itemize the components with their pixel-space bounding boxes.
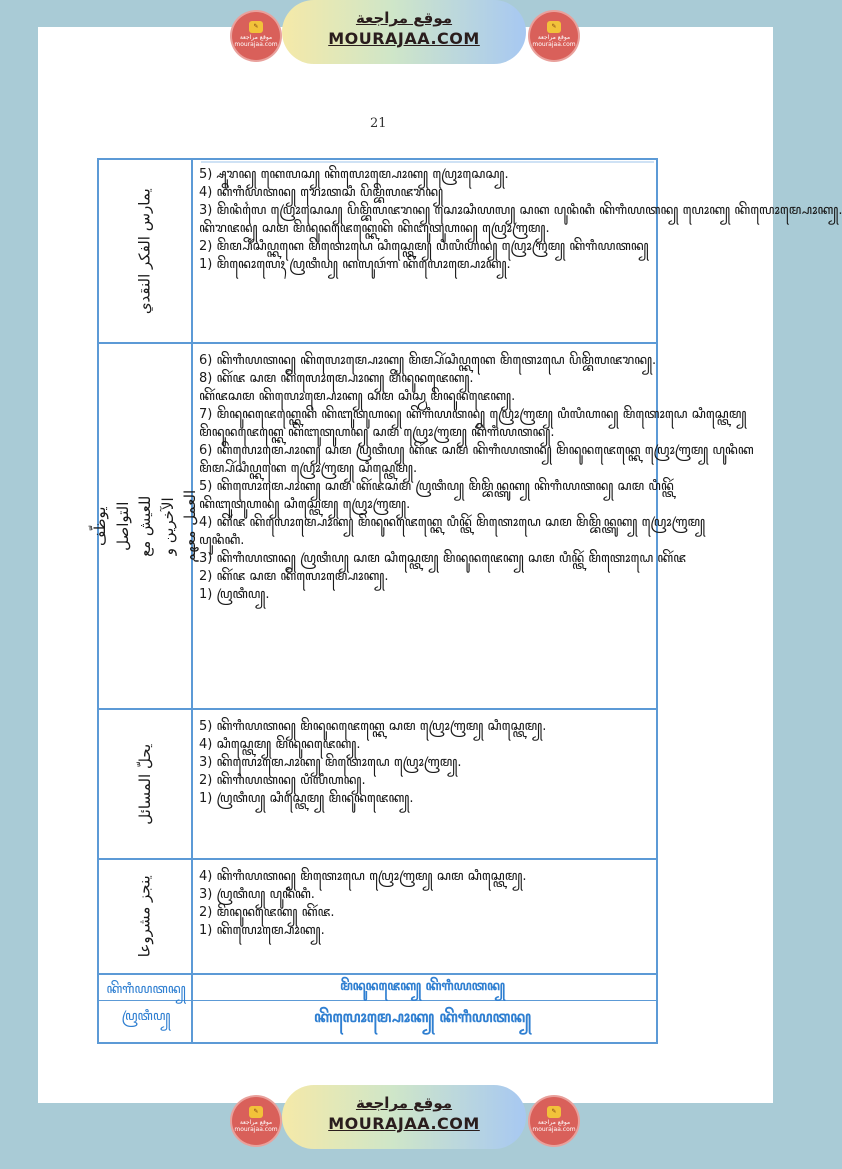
list-item: 2) ꦩꦼꦤꦸꦤꦗꦺꦏ꧀ ꦏꦼꦂꦗ. — [199, 905, 335, 920]
section-items — [199, 352, 754, 604]
section-label-text: يحلّ المسائل — [135, 743, 154, 825]
list-item: 1) ꦥꦿꦠꦶꦥ꧀. — [199, 587, 270, 602]
site-logo-left-top[interactable] — [232, 12, 280, 60]
footer-center-1: ꦩꦼꦤꦸꦤꦗꦺꦏ꧀ ꦏꦼꦒꦶꦪꦠꦤ꧀ — [340, 979, 505, 994]
site-banner-bottom[interactable] — [282, 1085, 526, 1149]
list-item: ꦩꦼꦩ꧀ꦥꦼꦂꦱꦶꦥ꧀ꦏꦏꦺ ꦥꦿꦺꦴꦒꦿꦩ꧀ ꦱꦶꦱ꧀ꦠꦺꦩ꧀. — [199, 461, 418, 476]
list-item: 2) ꦏꦼꦂꦗ ꦱꦩ ꦏꦼꦭꦺꦴꦩ꧀ꦥꦺꦴꦏ꧀. — [199, 569, 389, 584]
list-item: 4) ꦱꦶꦱ꧀ꦠꦺꦩ꧀ ꦩꦼꦤꦸꦤꦗꦺꦏ꧀. — [199, 737, 361, 752]
row-divider — [99, 973, 656, 975]
list-item: 5) ꦏꦼꦭꦺꦴꦩ꧀ꦥꦺꦴꦏ꧀ ꦱꦩ ꦏꦼꦂꦗꦱꦩ ꦥꦿꦠꦶꦥ꧀ ꦩꦼꦩ꧀ꦧꦼꦤ꧀ꦠꦸꦏ꧀ ꦏꦼꦒꦶꦪꦠꦤ꧀ ꦱꦩ ꦥꦶꦤ꧀ꦠꦼꦂ — [199, 479, 674, 494]
section-label-text: ينجز مشروعا — [135, 875, 154, 958]
list-item: 4) ꦏꦼꦂꦗ ꦏꦼꦭꦺꦴꦩ꧀ꦥꦺꦴꦏ꧀ ꦩꦼꦤꦸꦤꦗꦺꦏ꧀ꦏꦺ ꦥꦶꦤ꧀ꦠꦼꦂ ꦩꦼꦠꦺꦴꦝꦺ ꦱꦩ ꦩꦼꦩ꧀ꦧꦼꦤ꧀ꦠꦸꦏ꧀ ꦥꦿꦺꦴꦒꦿꦩ꧀ — [199, 515, 706, 530]
logo-text: موقع مراجعة mourajaa.com — [234, 1119, 278, 1133]
column-divider — [191, 160, 193, 1042]
list-item: 3) ꦥꦿꦠꦶꦥ꧀ ꦥꦸꦤꦶꦏꦶ. — [199, 887, 315, 902]
list-item: 8) ꦏꦼꦂꦗ ꦱꦩ ꦏꦼꦭꦺꦴꦩ꧀ꦥꦺꦴꦏ꧀ ꦩꦼꦤꦸꦤꦗꦺꦏ꧀. — [199, 371, 474, 386]
logo-mark-icon: ✎ — [547, 21, 561, 33]
logo-text: موقع مراجعة mourajaa.com — [234, 34, 278, 48]
list-item: 6) ꦏꦼꦭꦺꦴꦩ꧀ꦥꦺꦴꦏ꧀ ꦱꦩ ꦥꦿꦠꦶꦥ꧀ ꦏꦼꦂꦗ ꦱꦩ ꦏꦼꦒꦶꦪꦠꦤ꧀ ꦩꦼꦤꦸꦤꦗꦺꦏ꧀ꦏꦺ ꦥꦿꦺꦴꦒꦿꦩ꧀ ꦥꦸꦤꦶꦏ — [199, 443, 754, 458]
logo-text: موقع مراجعة mourajaa.com — [532, 34, 576, 48]
table-inner-rule — [201, 161, 654, 163]
site-name-arabic: موقع مراجعة — [355, 1094, 453, 1112]
section-items — [199, 718, 646, 808]
list-item: 2) ꦩꦼꦩ꧀ꦥꦼꦂꦱꦶꦥ꧀ꦏꦏꦺ ꦩꦼꦠꦺꦴꦝꦺ ꦱꦶꦱ꧀ꦠꦺꦩ꧀ ꦥꦶꦭꦶꦲꦤ꧀ ꦥꦿꦺꦴꦒꦿꦩ꧀ ꦏꦼꦒꦶꦪꦠꦤ꧀ — [199, 239, 649, 254]
section-label — [99, 860, 191, 973]
section-label — [99, 160, 191, 342]
list-item: 1) ꦏꦼꦭꦺꦴꦩ꧀ꦥꦺꦴꦏ꧀. — [199, 923, 325, 938]
list-item: 3) ꦏꦼꦭꦺꦴꦩ꧀ꦥꦺꦴꦏ꧀ ꦩꦼꦠꦺꦴꦝꦺ ꦥꦿꦺꦴꦒꦿꦩ꧀. — [199, 755, 462, 770]
list-item: 3) ꦏꦼꦒꦶꦪꦠꦤ꧀ ꦥꦿꦠꦶꦥ꧀ ꦱꦩ ꦱꦶꦱ꧀ꦠꦺꦩ꧀ ꦩꦼꦤꦸꦤꦗꦺꦏ꧀ ꦱꦩ ꦥꦶꦤ꧀ꦠꦼꦂ ꦩꦼꦠꦺꦴꦝꦺ ꦏꦼꦂꦗ — [199, 551, 687, 566]
site-logo-right-top[interactable] — [530, 12, 578, 60]
list-item: 1) ꦩꦼꦤꦺꦴꦭꦺꦃ ꦥꦿꦠꦶꦥ꧀ ꦏꦭꦸꦮꦂꦒ ꦏꦼꦭꦺꦴꦩ꧀ꦥꦺꦴꦏ꧀. — [199, 257, 511, 272]
list-item: ꦥꦸꦤꦶꦏꦶ. — [199, 533, 245, 548]
logo-mark-icon: ✎ — [547, 1106, 561, 1118]
logo-text: موقع مراجعة mourajaa.com — [532, 1119, 576, 1133]
list-item: ꦏꦼꦂꦗꦱꦩ ꦏꦼꦭꦺꦴꦩ꧀ꦥꦺꦴꦏ꧀ ꦱꦩ ꦱꦶꦱ꧀ꦮ ꦩꦼꦤꦸꦤꦗꦺꦏ꧀. — [199, 389, 516, 404]
section-label-text: يمارس الفكر النقدي — [135, 188, 154, 314]
list-item: 6) ꦏꦼꦒꦶꦪꦠꦤ꧀ ꦏꦼꦭꦺꦴꦩ꧀ꦥꦺꦴꦏ꧀ ꦩꦼꦩ꧀ꦥꦼꦂꦱꦶꦥ꧀ꦏꦏꦺ ꦩꦼꦠꦺꦴꦝꦺ ꦥꦼꦩ꧀ꦧꦼꦭꦗꦫꦤ꧀. — [199, 353, 657, 368]
site-logo-left-bottom[interactable] — [232, 1097, 280, 1145]
list-item: ꦏꦼꦫꦗꦤ꧀ ꦱꦩ ꦩꦼꦤꦸꦤꦗꦺꦏ꧀ꦏꦺꦏꦼ ꦏꦼꦧꦸꦠꦸꦲꦤ꧀ ꦥꦿꦺꦴꦒꦿꦩ꧀. — [199, 221, 550, 236]
competency-table — [90, 158, 842, 1044]
list-item: ꦏꦼꦧꦸꦠꦸꦲꦤ꧀ ꦱꦶꦱ꧀ꦠꦺꦩ꧀ ꦥꦿꦺꦴꦒꦿꦩ꧀. — [199, 497, 411, 512]
section-items — [199, 868, 646, 940]
list-item: 3) ꦩꦼꦤꦶꦭꦻ ꦥꦿꦺꦴꦱꦺꦱ꧀ ꦥꦼꦩ꧀ꦧꦼꦭꦗꦫꦤ꧀ ꦱꦺꦴꦱꦶꦪꦭ꧀ ꦱꦏ ꦥꦸꦤꦶꦏꦶ ꦏꦼꦒꦶꦪꦠꦤ꧀ ꦥꦺꦴꦏ꧀ ꦏꦼꦭꦺꦴꦩ꧀ꦥꦺꦴꦏ꧀. — [199, 203, 842, 218]
list-item: 4) ꦏꦼꦒꦶꦪꦠꦤ꧀ ꦩꦼꦠꦺꦴꦝꦺ ꦥꦿꦺꦴꦒꦿꦩ꧀ ꦱꦩ ꦱꦶꦱ꧀ꦠꦺꦩ꧀. — [199, 869, 527, 884]
list-item: ꦩꦼꦤꦸꦤꦗꦺꦏ꧀ꦏꦺ ꦏꦼꦧꦸꦠꦸꦲꦤ꧀ ꦱꦩ ꦥꦿꦺꦴꦒꦿꦩ꧀ ꦏꦼꦒꦶꦪꦠꦤ꧀. — [199, 425, 555, 440]
site-banner-top[interactable] — [282, 0, 526, 64]
site-domain: MOURAJAA.COM — [328, 1114, 480, 1133]
list-item: 5) ꦏꦼꦒꦶꦪꦠꦤ꧀ ꦩꦼꦤꦸꦤꦗꦺꦏ꧀ꦏꦺ ꦱꦩ ꦥꦿꦺꦴꦒꦿꦩ꧀ ꦱꦶꦱ꧀ꦠꦺꦩ꧀. — [199, 719, 547, 734]
section-label-text: يوظّف التواصل للعيش مع الآخرين و العمل معهم — [90, 489, 199, 563]
site-domain: MOURAJAA.COM — [328, 29, 480, 48]
logo-mark-icon: ✎ — [249, 21, 263, 33]
list-item: 4) ꦏꦼꦒꦶꦪꦠꦤ꧀ ꦫꦺꦴꦠꦱꦶ ꦥꦼꦩ꧀ꦧꦼꦭꦗꦫꦤ꧀ — [199, 185, 444, 200]
list-item: 7) ꦩꦼꦤꦸꦤꦗꦺꦏ꧀ꦏꦺꦏꦼ ꦏꦼꦧꦸꦠꦸꦲꦤ꧀ ꦏꦼꦒꦶꦪꦠꦤ꧀ ꦥꦿꦺꦴꦒꦿꦩ꧀ ꦥꦶꦭꦶꦲꦤ꧀ ꦩꦼꦠꦺꦴꦝꦺ ꦱꦶꦱ꧀ꦠꦺꦩ꧀ — [199, 407, 747, 422]
site-logo-right-bottom[interactable] — [530, 1097, 578, 1145]
list-item: 2) ꦏꦼꦒꦶꦪꦠꦤ꧀ ꦥꦶꦭꦶꦲꦤ꧀. — [199, 773, 366, 788]
section-items — [199, 166, 842, 274]
list-item: 5) ꧀ꦱꦸꦫꦤ꧀ ꦏꦺꦭꦱ꧀ ꦏꦼꦭꦺꦴꦩ꧀ꦥꦺꦴꦏ꧀ ꦥꦿꦺꦴꦱꦺꦱ꧀. — [199, 167, 509, 182]
footer-center-2: ꦏꦼꦭꦺꦴꦩ꧀ꦥꦺꦴꦏ꧀ ꦏꦼꦒꦶꦪꦠꦤ꧀ — [314, 1008, 531, 1026]
logo-mark-icon: ✎ — [249, 1106, 263, 1118]
section-label — [99, 710, 191, 858]
section-label — [90, 344, 199, 708]
footer-label: ꦏꦼꦒꦶꦪꦠꦤ꧀ ꦥꦿꦠꦶꦥ꧀ — [106, 982, 186, 1024]
list-item: 1) ꦥꦿꦠꦶꦥ꧀ ꦱꦶꦱ꧀ꦠꦺꦩ꧀ ꦩꦼꦤꦸꦤꦗꦺꦏ꧀. — [199, 791, 414, 806]
site-name-arabic: موقع مراجعة — [355, 9, 453, 27]
page-number: 21 — [370, 116, 387, 131]
